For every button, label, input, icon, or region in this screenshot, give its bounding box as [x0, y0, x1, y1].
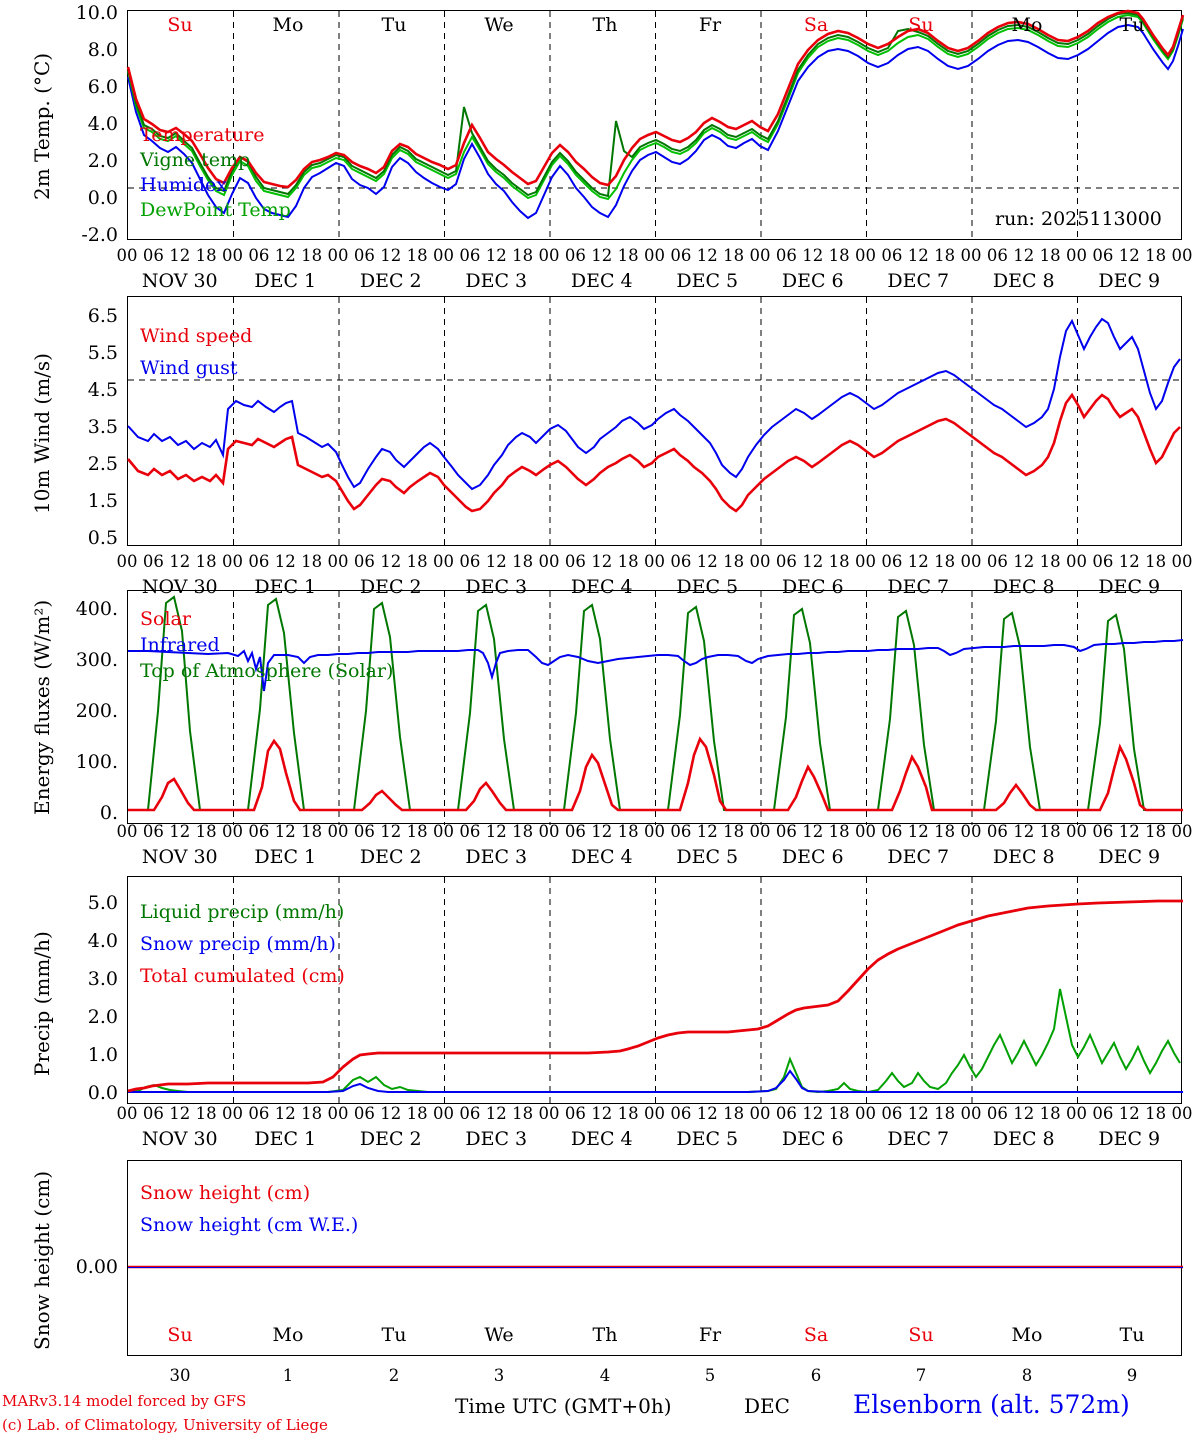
hour-tick: 12 — [802, 552, 824, 571]
hour-tick: 00 — [960, 552, 982, 571]
hour-tick: 06 — [248, 246, 270, 265]
hour-tick: 12 — [802, 822, 824, 841]
bottom-day-number: 6 — [810, 1366, 822, 1385]
hour-tick: 12 — [591, 552, 613, 571]
day-label: NOV 30 — [141, 270, 218, 292]
hour-tick: 06 — [881, 552, 903, 571]
legend-vigne: Vigne temp — [140, 149, 251, 171]
bottom-day-number: 4 — [599, 1366, 611, 1385]
hour-tick: 00 — [1171, 1104, 1193, 1123]
hour-tick: 06 — [881, 246, 903, 265]
panel-snow — [0, 1160, 1194, 1356]
hour-tick: 06 — [564, 246, 586, 265]
hour-tick: 00 — [1171, 822, 1193, 841]
day-label: DEC 4 — [570, 270, 633, 292]
hour-tick: 00 — [222, 552, 243, 571]
hour-tick: 12 — [802, 246, 824, 265]
hour-tick: 06 — [142, 822, 164, 841]
hour-tick: 12 — [1118, 1104, 1140, 1123]
hour-tick: 00 — [116, 822, 138, 841]
hour-tick: 06 — [353, 246, 375, 265]
hour-tick: 00 — [855, 246, 876, 265]
footer-copyright: (c) Lab. of Climatology, University of Liege — [2, 1416, 328, 1434]
hour-tick: 12 — [696, 1104, 718, 1123]
day-label: DEC 8 — [992, 846, 1055, 868]
hour-tick: 00 — [222, 1104, 243, 1123]
day-label: DEC 5 — [676, 270, 739, 292]
hour-tick: 18 — [934, 552, 956, 571]
hour-tick: 06 — [1092, 246, 1114, 265]
hour-tick: 18 — [512, 1104, 534, 1123]
ytick: 6.5 — [87, 305, 118, 327]
hour-tick: 06 — [986, 246, 1008, 265]
day-label: DEC 1 — [254, 1128, 317, 1150]
hour-tick: 00 — [644, 552, 665, 571]
day-label: DEC 7 — [887, 576, 950, 598]
ytick: 100. — [75, 751, 118, 773]
bottom-day-number: 7 — [915, 1366, 927, 1385]
hour-tick: 06 — [459, 822, 481, 841]
legend-snow-height: Snow height (cm) — [140, 1182, 311, 1204]
hour-tick: 12 — [380, 822, 402, 841]
hour-tick: 18 — [828, 246, 850, 265]
ytick: 4.5 — [87, 379, 118, 401]
ytick: 8.0 — [87, 39, 118, 61]
hour-tick: 12 — [696, 552, 718, 571]
hour-tick: 06 — [248, 1104, 270, 1123]
hour-tick: 00 — [1066, 246, 1087, 265]
legend-temperature: Temperature — [140, 124, 265, 146]
day-label: DEC 5 — [676, 846, 739, 868]
day-label: DEC 3 — [465, 270, 528, 292]
hour-tick: 12 — [169, 552, 191, 571]
hour-tick: 18 — [406, 246, 428, 265]
xaxis-title: Time UTC (GMT+0h) — [455, 1394, 672, 1418]
hour-tick: 12 — [380, 246, 402, 265]
hour-tick: 06 — [142, 1104, 164, 1123]
hour-tick: 18 — [195, 822, 217, 841]
hour-tick: 06 — [564, 552, 586, 571]
weekday-label: Su — [167, 14, 193, 36]
day-label: NOV 30 — [141, 576, 218, 598]
hour-tick: 18 — [1039, 822, 1061, 841]
hour-tick: 06 — [670, 822, 692, 841]
hour-tick: 12 — [169, 246, 191, 265]
hour-tick: 06 — [459, 1104, 481, 1123]
ytick: 300. — [75, 649, 118, 671]
day-label: DEC 8 — [992, 1128, 1055, 1150]
energy-plot — [127, 590, 1182, 824]
ytick: 3.5 — [87, 416, 118, 438]
hour-tick: 18 — [828, 822, 850, 841]
ytick: 400. — [75, 598, 118, 620]
weekday-label-bottom: Tu — [1119, 1324, 1145, 1346]
legend-snow-height-we: Snow height (cm W.E.) — [140, 1214, 359, 1236]
hour-tick: 18 — [934, 246, 956, 265]
weekday-label-bottom: Su — [908, 1324, 934, 1346]
hour-tick: 00 — [644, 246, 665, 265]
hour-tick: 12 — [274, 1104, 296, 1123]
day-label: NOV 30 — [141, 846, 218, 868]
hour-tick: 00 — [1171, 552, 1193, 571]
wind-ylabel: 10m Wind (m/s) — [30, 353, 54, 514]
legend-dewpoint: DewPoint Temp — [140, 199, 291, 221]
day-label: DEC 2 — [359, 1128, 422, 1150]
legend-toa: Top of Atmosphere (Solar) — [140, 660, 394, 682]
hour-tick: 06 — [1092, 1104, 1114, 1123]
hour-tick: 18 — [301, 552, 323, 571]
hour-tick: 18 — [1145, 552, 1167, 571]
ytick: 0. — [99, 802, 118, 824]
weekday-label-bottom: Th — [592, 1324, 618, 1346]
legend-liquid-precip: Liquid precip (mm/h) — [140, 901, 345, 923]
weekday-label-bottom: Fr — [698, 1324, 722, 1346]
hour-tick: 00 — [116, 552, 138, 571]
hour-tick: 12 — [380, 552, 402, 571]
weekday-label-bottom: Tu — [381, 1324, 407, 1346]
hour-tick: 00 — [1171, 246, 1193, 265]
weekday-label: Su — [908, 14, 934, 36]
hour-tick: 18 — [406, 1104, 428, 1123]
day-label: DEC 1 — [254, 270, 317, 292]
hour-tick: 06 — [775, 822, 797, 841]
hour-tick: 18 — [828, 1104, 850, 1123]
hour-tick: 06 — [1092, 552, 1114, 571]
hour-tick: 00 — [1066, 1104, 1087, 1123]
hour-tick: 00 — [538, 552, 560, 571]
station-label: Elsenborn (alt. 572m) — [853, 1390, 1130, 1419]
bottom-day-number: 9 — [1126, 1366, 1138, 1385]
day-label: DEC 8 — [992, 270, 1055, 292]
hour-tick: 00 — [749, 552, 771, 571]
day-label: DEC 3 — [465, 576, 528, 598]
hour-tick: 18 — [617, 822, 639, 841]
hour-tick: 12 — [802, 1104, 824, 1123]
snow-ylabel: Snow height (cm) — [30, 1170, 54, 1350]
hour-tick: 12 — [274, 552, 296, 571]
hour-tick: 12 — [1118, 246, 1140, 265]
hour-tick: 12 — [1013, 246, 1035, 265]
day-label: DEC 6 — [781, 1128, 844, 1150]
hour-tick: 06 — [1092, 822, 1114, 841]
hour-tick: 00 — [433, 1104, 454, 1123]
hour-tick: 06 — [775, 552, 797, 571]
hour-tick: 00 — [538, 246, 560, 265]
hour-tick: 12 — [485, 1104, 507, 1123]
hour-tick: 12 — [591, 1104, 613, 1123]
precip-ylabel: Precip (mm/h) — [30, 931, 54, 1076]
bottom-day-number: 5 — [704, 1366, 716, 1385]
hour-tick: 06 — [564, 822, 586, 841]
bottom-axis — [0, 1366, 1194, 1440]
ytick: 4.0 — [87, 930, 118, 952]
hour-tick: 12 — [696, 822, 718, 841]
hour-tick: 18 — [512, 822, 534, 841]
hour-tick: 12 — [696, 246, 718, 265]
hour-tick: 12 — [907, 822, 929, 841]
hour-tick: 12 — [1013, 822, 1035, 841]
hour-tick: 00 — [1066, 552, 1087, 571]
ytick: -2.0 — [81, 224, 118, 246]
day-label: DEC 5 — [676, 1128, 739, 1150]
ytick: 1.0 — [87, 1044, 118, 1066]
hour-tick: 00 — [960, 246, 982, 265]
ytick: 3.0 — [87, 968, 118, 990]
hour-tick: 06 — [353, 552, 375, 571]
hour-tick: 00 — [855, 1104, 876, 1123]
hour-tick: 18 — [723, 1104, 745, 1123]
day-label: DEC 8 — [992, 576, 1055, 598]
weekday-label: Fr — [698, 14, 722, 36]
hour-tick: 12 — [274, 822, 296, 841]
hour-tick: 00 — [116, 246, 138, 265]
hour-tick: 06 — [775, 246, 797, 265]
hour-tick: 18 — [301, 1104, 323, 1123]
hour-tick: 18 — [406, 822, 428, 841]
hour-tick: 06 — [248, 822, 270, 841]
hour-tick: 00 — [855, 822, 876, 841]
hour-tick: 18 — [1145, 246, 1167, 265]
hour-tick: 00 — [644, 1104, 665, 1123]
day-label: DEC 6 — [781, 270, 844, 292]
bottom-day-number: 1 — [282, 1366, 294, 1385]
hour-tick: 00 — [960, 1104, 982, 1123]
hour-tick: 12 — [274, 246, 296, 265]
hour-tick: 00 — [749, 246, 771, 265]
ytick: 200. — [75, 700, 118, 722]
hour-tick: 12 — [485, 552, 507, 571]
hour-tick: 06 — [881, 822, 903, 841]
legend-snow-precip: Snow precip (mm/h) — [140, 933, 336, 955]
legend-total-cumulated: Total cumulated (cm) — [140, 965, 345, 987]
hour-tick: 00 — [327, 822, 349, 841]
hour-tick: 18 — [617, 1104, 639, 1123]
legend-humidex: Humidex — [140, 174, 228, 196]
wind-plot — [127, 296, 1182, 546]
day-label: DEC 4 — [570, 1128, 633, 1150]
hour-tick: 00 — [538, 1104, 560, 1123]
day-label: DEC 7 — [887, 1128, 950, 1150]
hour-tick: 12 — [485, 246, 507, 265]
day-label: DEC 1 — [254, 576, 317, 598]
day-label: DEC 1 — [254, 846, 317, 868]
hour-tick: 06 — [881, 1104, 903, 1123]
xaxis-month: DEC — [744, 1394, 790, 1418]
hour-tick: 00 — [749, 822, 771, 841]
ytick: 6.0 — [87, 76, 118, 98]
legend-wind-gust: Wind gust — [140, 357, 238, 379]
hour-tick: 12 — [1013, 552, 1035, 571]
hour-tick: 18 — [512, 246, 534, 265]
hour-tick: 06 — [459, 246, 481, 265]
day-label: DEC 3 — [465, 1128, 528, 1150]
panel-temperature — [0, 0, 1194, 278]
bottom-day-number: 3 — [493, 1366, 505, 1385]
hour-tick: 00 — [222, 246, 243, 265]
ytick: 2.5 — [87, 453, 118, 475]
weekday-label: Mo — [1011, 14, 1043, 36]
hour-tick: 06 — [775, 1104, 797, 1123]
wind-svg — [128, 297, 1183, 547]
hour-tick: 18 — [1039, 1104, 1061, 1123]
bottom-day-number: 30 — [169, 1366, 191, 1385]
hour-tick: 00 — [538, 822, 560, 841]
weekday-label-bottom: Su — [167, 1324, 193, 1346]
panel-energy — [0, 590, 1194, 824]
hour-tick: 18 — [617, 552, 639, 571]
hour-tick: 12 — [591, 246, 613, 265]
ytick: 0.0 — [87, 187, 118, 209]
hour-tick: 18 — [406, 552, 428, 571]
day-label: DEC 6 — [781, 576, 844, 598]
hour-tick: 12 — [1118, 822, 1140, 841]
hour-tick: 12 — [485, 822, 507, 841]
day-label: DEC 7 — [887, 270, 950, 292]
hour-tick: 00 — [433, 552, 454, 571]
hour-tick: 00 — [327, 1104, 349, 1123]
day-label: NOV 30 — [141, 1128, 218, 1150]
day-label: DEC 5 — [676, 576, 739, 598]
hour-tick: 00 — [749, 1104, 771, 1123]
hour-tick: 18 — [1039, 246, 1061, 265]
hour-tick: 18 — [301, 246, 323, 265]
hour-tick: 00 — [116, 1104, 138, 1123]
run-label: run: 2025113000 — [995, 208, 1162, 230]
hour-tick: 06 — [564, 1104, 586, 1123]
weekday-label-bottom: Mo — [1011, 1324, 1043, 1346]
day-label: DEC 9 — [1098, 1128, 1161, 1150]
weekday-label: We — [484, 14, 514, 36]
hour-tick: 06 — [142, 552, 164, 571]
hour-tick: 18 — [1039, 552, 1061, 571]
panel-wind — [0, 296, 1194, 549]
hour-tick: 06 — [986, 552, 1008, 571]
hour-tick: 06 — [670, 552, 692, 571]
hour-tick: 18 — [828, 552, 850, 571]
ytick: 2.0 — [87, 150, 118, 172]
hour-tick: 12 — [169, 822, 191, 841]
hour-tick: 06 — [459, 552, 481, 571]
weekday-label: Mo — [272, 14, 304, 36]
hour-tick: 18 — [1145, 1104, 1167, 1123]
ytick: 5.5 — [87, 342, 118, 364]
weekday-label-bottom: Sa — [803, 1324, 829, 1346]
day-label: DEC 9 — [1098, 270, 1161, 292]
hour-tick: 06 — [248, 552, 270, 571]
hour-tick: 00 — [327, 246, 349, 265]
day-label: DEC 4 — [570, 846, 633, 868]
hour-tick: 18 — [934, 822, 956, 841]
ytick: 0.00 — [75, 1256, 118, 1278]
hour-tick: 18 — [617, 246, 639, 265]
hour-tick: 00 — [855, 552, 876, 571]
hour-tick: 18 — [723, 822, 745, 841]
ytick: 0.5 — [87, 527, 118, 549]
day-label: DEC 3 — [465, 846, 528, 868]
hour-tick: 00 — [1066, 822, 1087, 841]
hour-tick: 00 — [433, 822, 454, 841]
hour-tick: 06 — [142, 246, 164, 265]
hour-tick: 12 — [907, 1104, 929, 1123]
hour-tick: 00 — [433, 246, 454, 265]
hour-tick: 12 — [169, 1104, 191, 1123]
ytick: 0.0 — [87, 1082, 118, 1104]
energy-svg — [128, 591, 1183, 825]
hour-tick: 06 — [986, 1104, 1008, 1123]
day-label: DEC 9 — [1098, 846, 1161, 868]
day-label: DEC 4 — [570, 576, 633, 598]
legend-wind-speed: Wind speed — [140, 325, 253, 347]
hour-tick: 12 — [1013, 1104, 1035, 1123]
day-label: DEC 2 — [359, 576, 422, 598]
day-label: DEC 7 — [887, 846, 950, 868]
hour-tick: 18 — [1145, 822, 1167, 841]
hour-tick: 06 — [670, 246, 692, 265]
bottom-day-number: 2 — [388, 1366, 400, 1385]
panel-precip — [0, 876, 1194, 1104]
hour-tick: 18 — [301, 822, 323, 841]
hour-tick: 00 — [644, 822, 665, 841]
hour-tick: 06 — [986, 822, 1008, 841]
hour-tick: 00 — [327, 552, 349, 571]
hour-tick: 12 — [591, 822, 613, 841]
hour-tick: 06 — [353, 822, 375, 841]
day-label: DEC 9 — [1098, 576, 1161, 598]
weekday-label-bottom: We — [484, 1324, 514, 1346]
ytick: 2.0 — [87, 1006, 118, 1028]
weekday-label: Tu — [381, 14, 407, 36]
day-label: DEC 6 — [781, 846, 844, 868]
weekday-label: Sa — [803, 14, 829, 36]
bottom-day-number: 8 — [1021, 1366, 1033, 1385]
footer-model: MARv3.14 model forced by GFS — [2, 1392, 247, 1410]
temperature-ylabel: 2m Temp. (°C) — [30, 52, 54, 200]
ytick: 10.0 — [75, 2, 118, 24]
ytick: 1.5 — [87, 490, 118, 512]
hour-tick: 00 — [960, 822, 982, 841]
day-label: DEC 2 — [359, 270, 422, 292]
ytick: 5.0 — [87, 892, 118, 914]
legend-infrared: Infrared — [140, 634, 220, 656]
hour-tick: 18 — [195, 246, 217, 265]
hour-tick: 12 — [907, 552, 929, 571]
hour-tick: 12 — [1118, 552, 1140, 571]
weekday-label: Th — [592, 14, 618, 36]
ytick: 4.0 — [87, 113, 118, 135]
hour-tick: 00 — [222, 822, 243, 841]
hour-tick: 18 — [195, 1104, 217, 1123]
legend-solar: Solar — [140, 608, 191, 630]
weekday-label-bottom: Mo — [272, 1324, 304, 1346]
hour-tick: 12 — [907, 246, 929, 265]
energy-ylabel: Energy fluxes (W/m²) — [30, 599, 54, 815]
day-label: DEC 2 — [359, 846, 422, 868]
weekday-label: Tu — [1119, 14, 1145, 36]
hour-tick: 18 — [723, 246, 745, 265]
hour-tick: 18 — [195, 552, 217, 571]
hour-tick: 18 — [723, 552, 745, 571]
hour-tick: 18 — [512, 552, 534, 571]
hour-tick: 12 — [380, 1104, 402, 1123]
hour-tick: 18 — [934, 1104, 956, 1123]
hour-tick: 06 — [670, 1104, 692, 1123]
hour-tick: 06 — [353, 1104, 375, 1123]
